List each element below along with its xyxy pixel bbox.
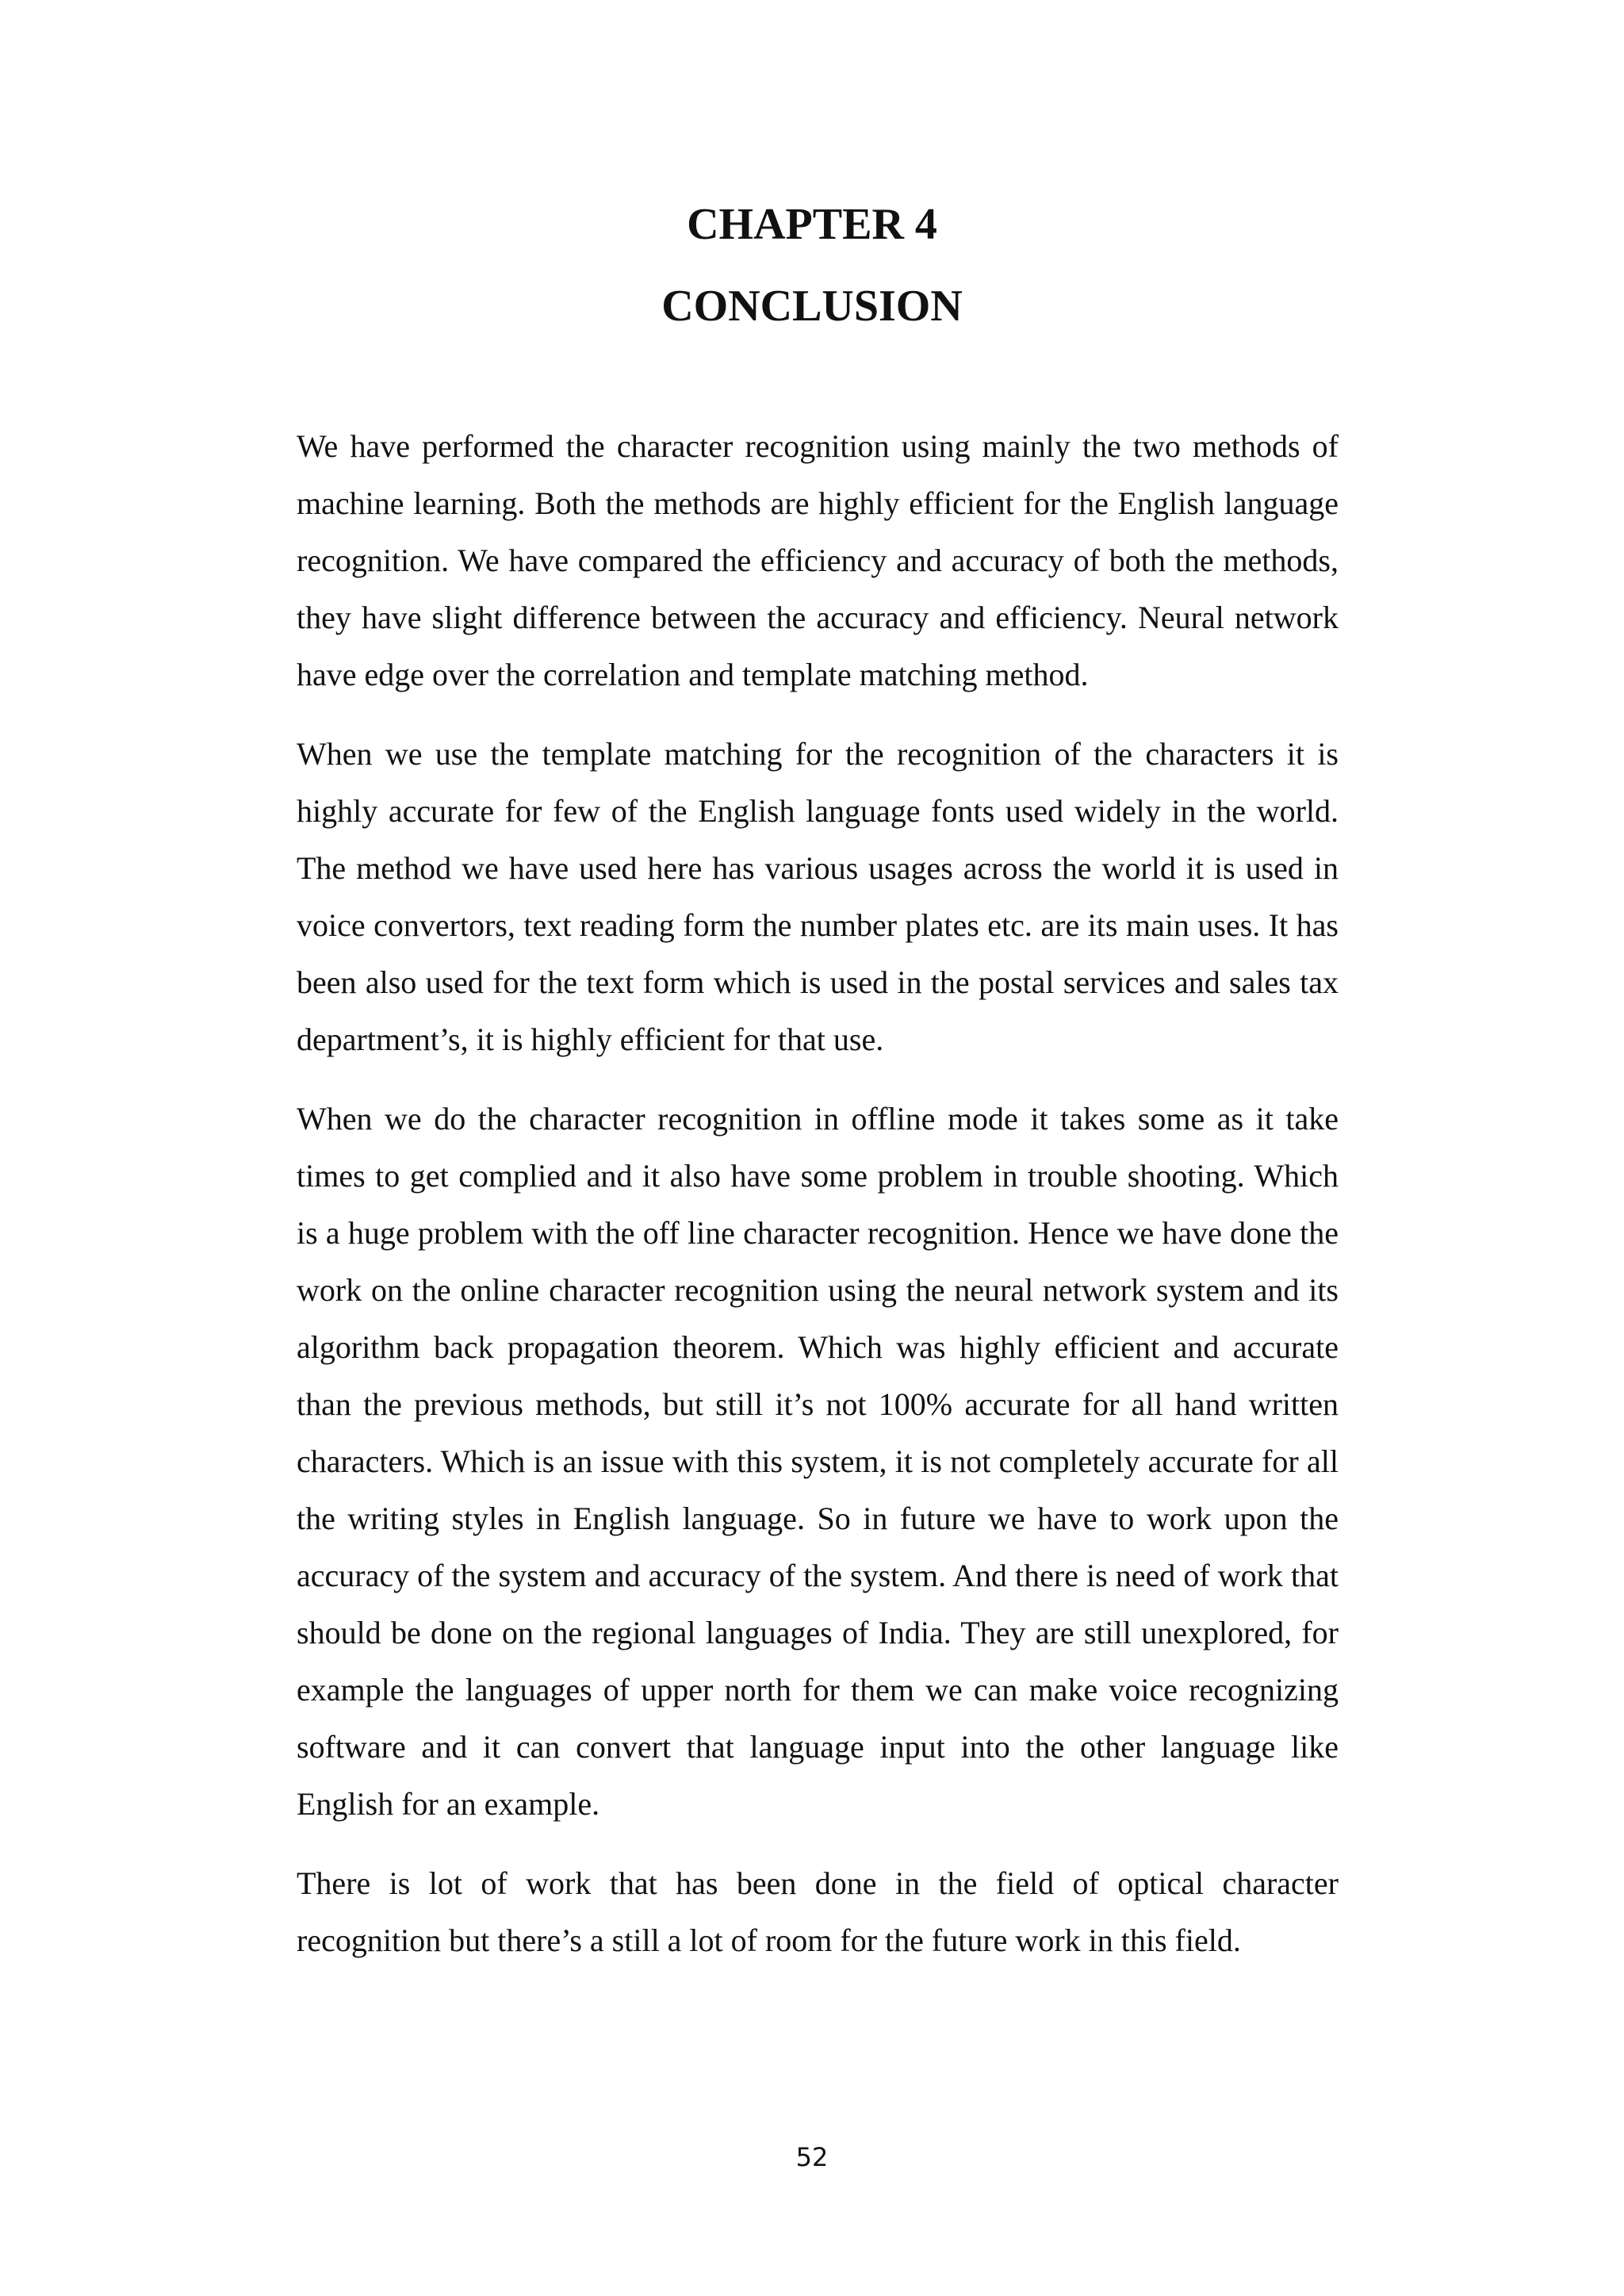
paragraph-1: We have performed the character recognition using mainly the two methods of machine learning. Both the methods are highly efficient for the English language recognition. We have compared the efficiency and accuracy of both the methods, they have slight difference between the accuracy and efficiency. Neural network have edge over the correlation and template matching method. [297, 428, 1339, 692]
paragraph-4: There is lot of work that has been done in the field of optical character recognition but there’s a still a lot of room for the future work in this field. [297, 1865, 1339, 1958]
paragraph-2: When we use the template matching for the recognition of the characters it is highly accurate for few of the English language fonts used widely in the world. The method we have used here has various usages across the world it is used in voice convertors, text reading form the number plates etc. are its main uses. It has been also used for the text form which is used in the postal services and sales tax department’s, it is highly efficient for that use. [297, 736, 1339, 1057]
paragraph-3: When we do the character recognition in offline mode it takes some as it take times to get complied and it also have some problem in trouble shooting. Which is a huge problem with the off line character recognition. Hence we have done the work on the online character recognition using the neural network system and its algorithm back propagation theorem. Which was highly efficient and accurate than the previous methods, but still it’s not 100% accurate for all hand written characters. Which is an issue with this system, it is not completely accurate for all the writing styles in English language. So in future we have to work upon the accuracy of the system and accuracy of the system. And there is need of work that should be done on the regional languages of India. They are still unexplored, for example the languages of upper north for them we can make voice recognizing software and it can convert that language input into the other language like English for an example. [297, 1101, 1339, 1822]
body-text [297, 418, 1339, 1991]
chapter-number-heading: CHAPTER 4 [687, 200, 937, 249]
page-number: 52 [795, 2142, 829, 2172]
chapter-title-heading: CONCLUSION [661, 282, 963, 331]
